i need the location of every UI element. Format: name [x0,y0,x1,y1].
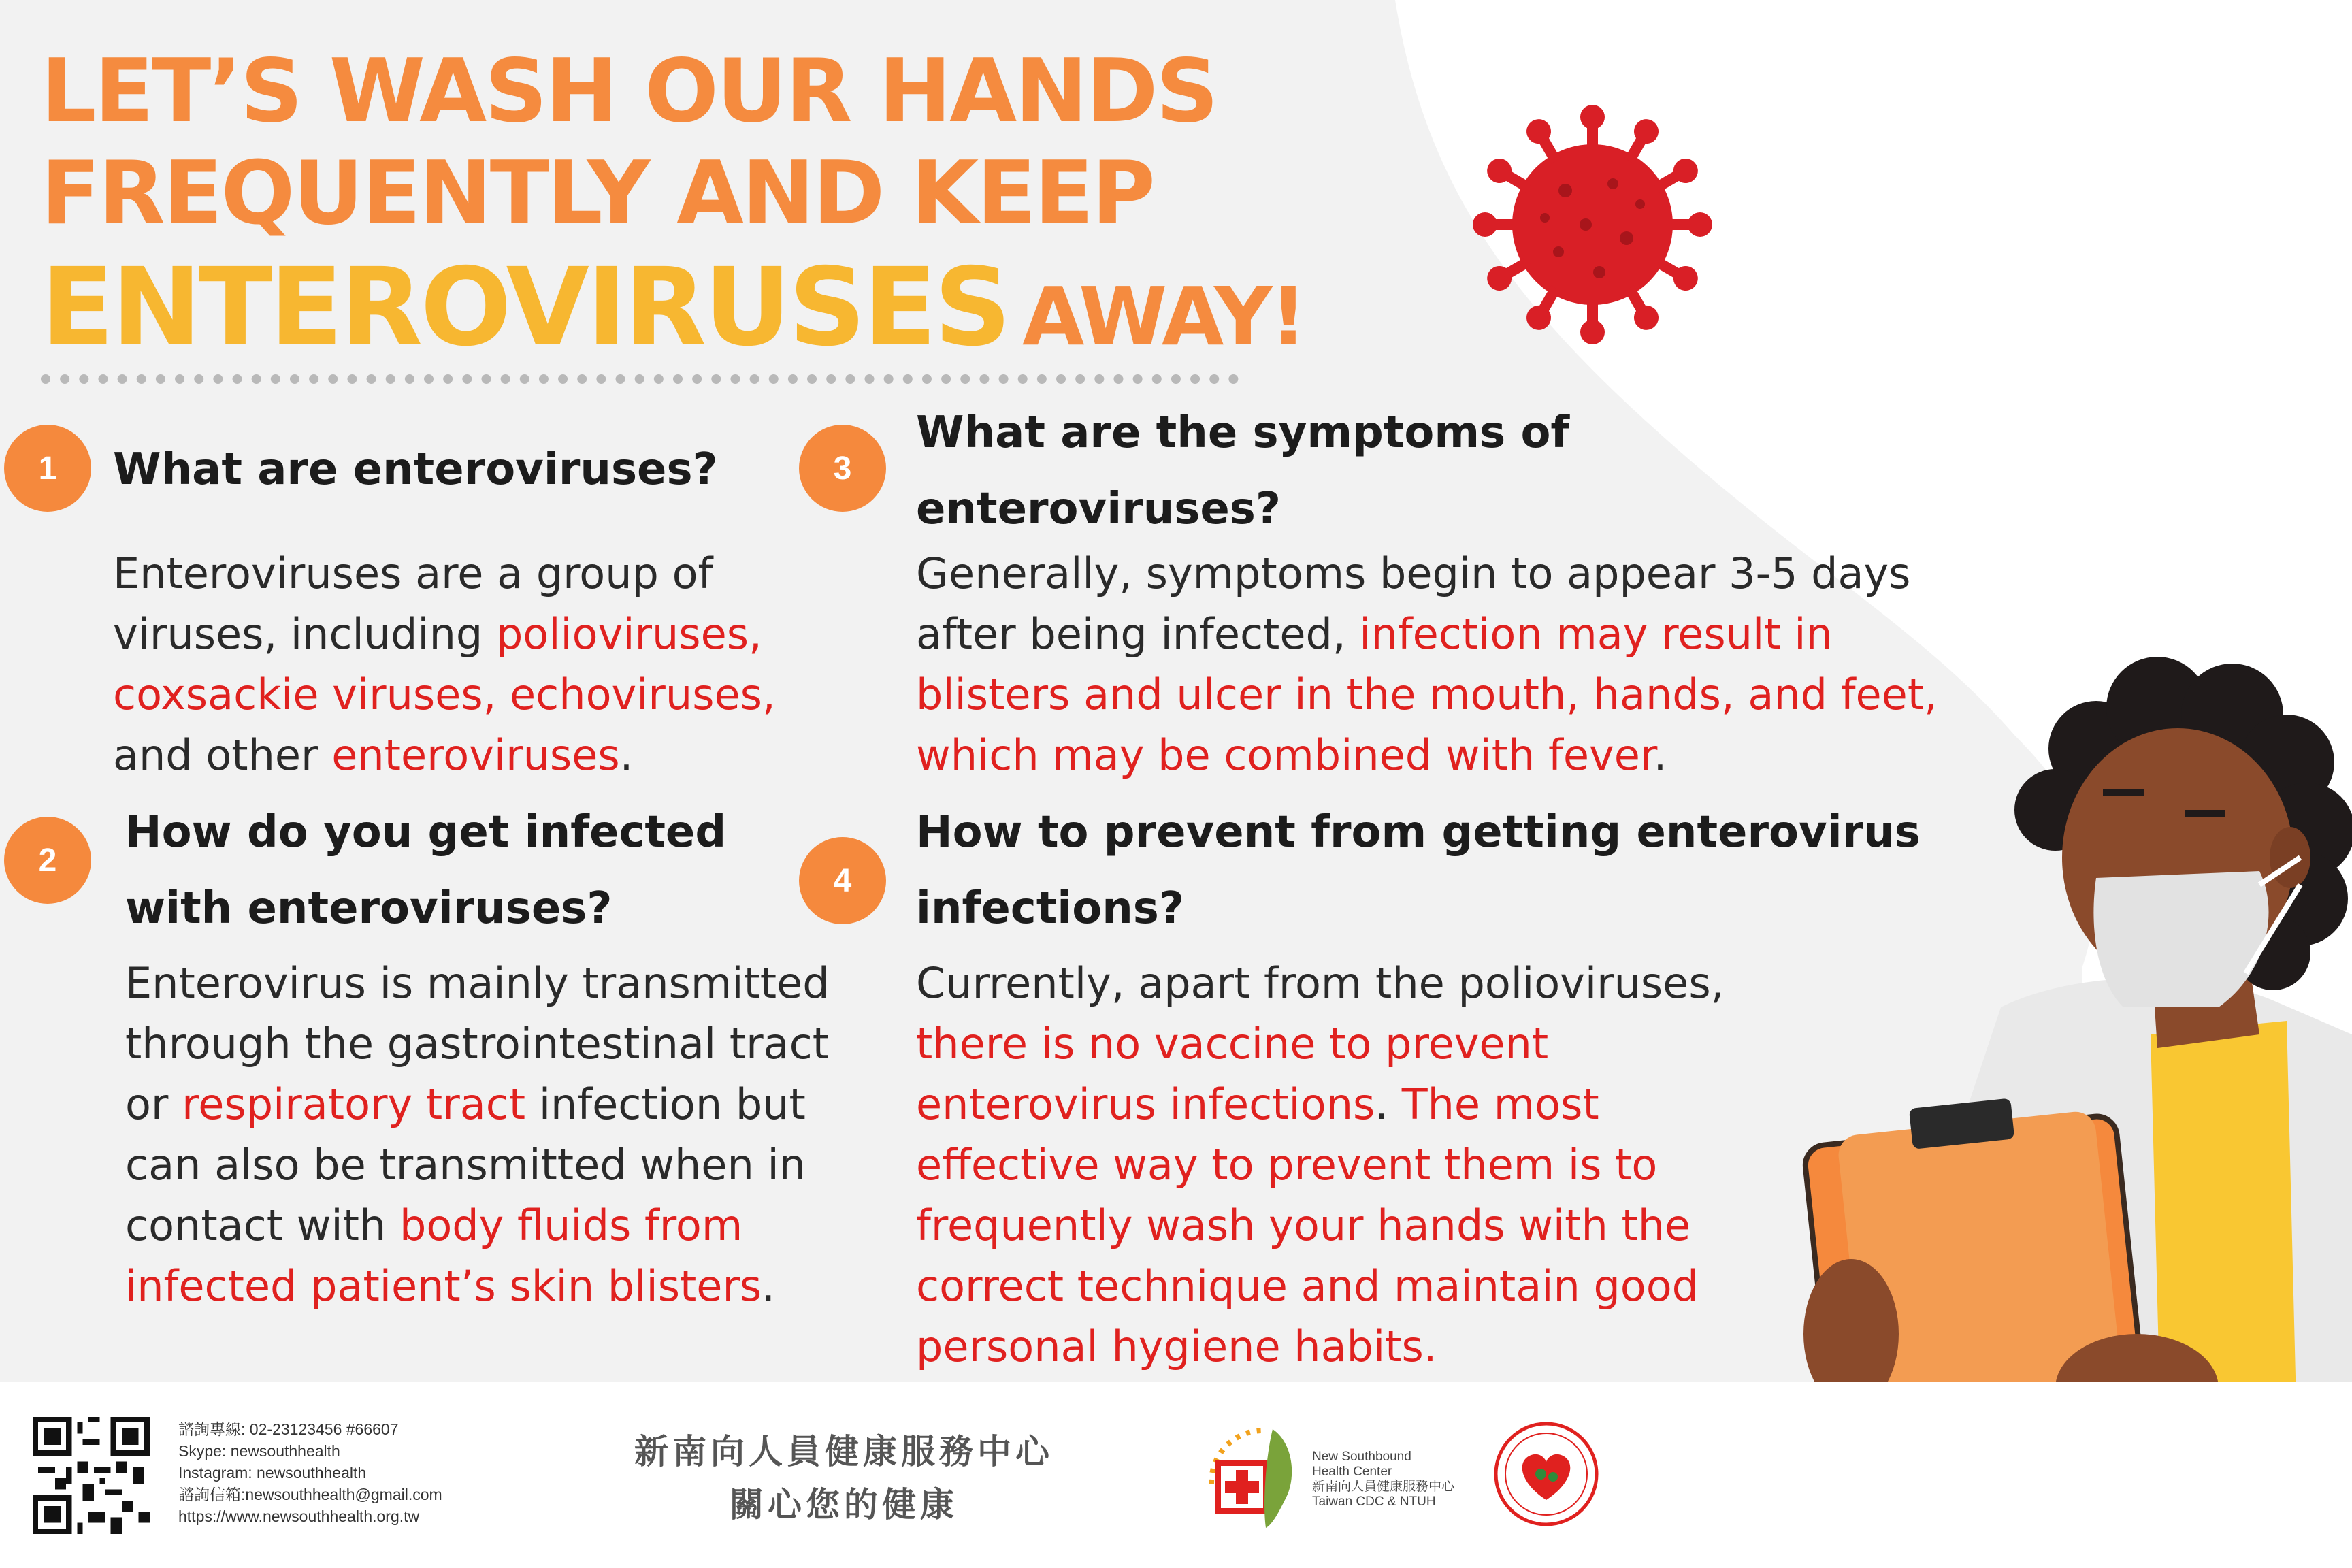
contact-website[interactable]: https://www.newsouthhealth.org.tw [178,1507,420,1525]
title-away: AWAY! [1022,270,1305,363]
section-3-heading: What are the symptoms of enteroviruses? [916,408,1570,534]
qr-code-icon [33,1417,150,1534]
center-line-2: 關心您的健康 [730,1485,958,1524]
section-4-number: 4 [799,837,886,924]
section-2-body: Enterovirus is mainly transmitted through the gastrointestinal tract or respiratory tract infection but can also be transmitted when in contact with body fluids from infected patient’s skin blisters. [125,958,830,1311]
section-1-heading: What are enteroviruses? [113,444,718,495]
contact-email: 諮詢信箱:newsouthhealth@gmail.com [178,1486,442,1503]
section-1-body: Enteroviruses are a group of viruses, including polioviruses, coxsackie viruses, echoviruses, and other enteroviruses. [113,549,776,780]
section-3-body: Generally, symptoms begin to appear 3-5 days after being infected, infection may result in blisters and ulcer in the mouth, hands, and feet, which may be combined with fever. [916,549,1938,780]
contact-phone: 諮詢專線: 02-23123456 #66607 [178,1420,399,1438]
taiwan-cdc-logo-icon [1198,1416,1307,1531]
title-enteroviruses: ENTEROVIRUSES [41,245,1009,370]
health-center-logo-text: New Southbound Health Center 新南向人員健康服務中心 Taiwan CDC & NTUH [1312,1450,1455,1509]
virus-icon [1470,102,1715,347]
contact-skype: Skype: newsouthhealth [178,1442,340,1460]
center-slogan [572,1425,1116,1531]
contact-info [178,1418,442,1527]
section-2-number: 2 [4,817,91,904]
title-line-2: FREQUENTLY AND KEEP [41,143,1154,244]
dotted-divider [41,374,1239,384]
title-line-3 [41,245,1305,370]
contact-instagram: Instagram: newsouthhealth [178,1464,367,1482]
section-2-heading: How do you get infected with enteroviruses? [125,807,727,934]
section-4-heading: How to prevent from getting enterovirus infections? [916,807,1921,934]
heart-seal-logo-icon [1492,1420,1601,1529]
section-4-body: Currently, apart from the polioviruses, there is no vaccine to prevent enterovirus infections. The most effective way to prevent them is to frequently wash your hands with the correct technique and maintain good personal hygiene habits. [916,958,1725,1371]
section-3-number: 3 [799,425,886,512]
center-line-1: 新南向人員健康服務中心 [634,1432,1054,1471]
section-1-number: 1 [4,425,91,512]
title-line-1: LET’S WASH OUR HANDS [41,41,1217,142]
